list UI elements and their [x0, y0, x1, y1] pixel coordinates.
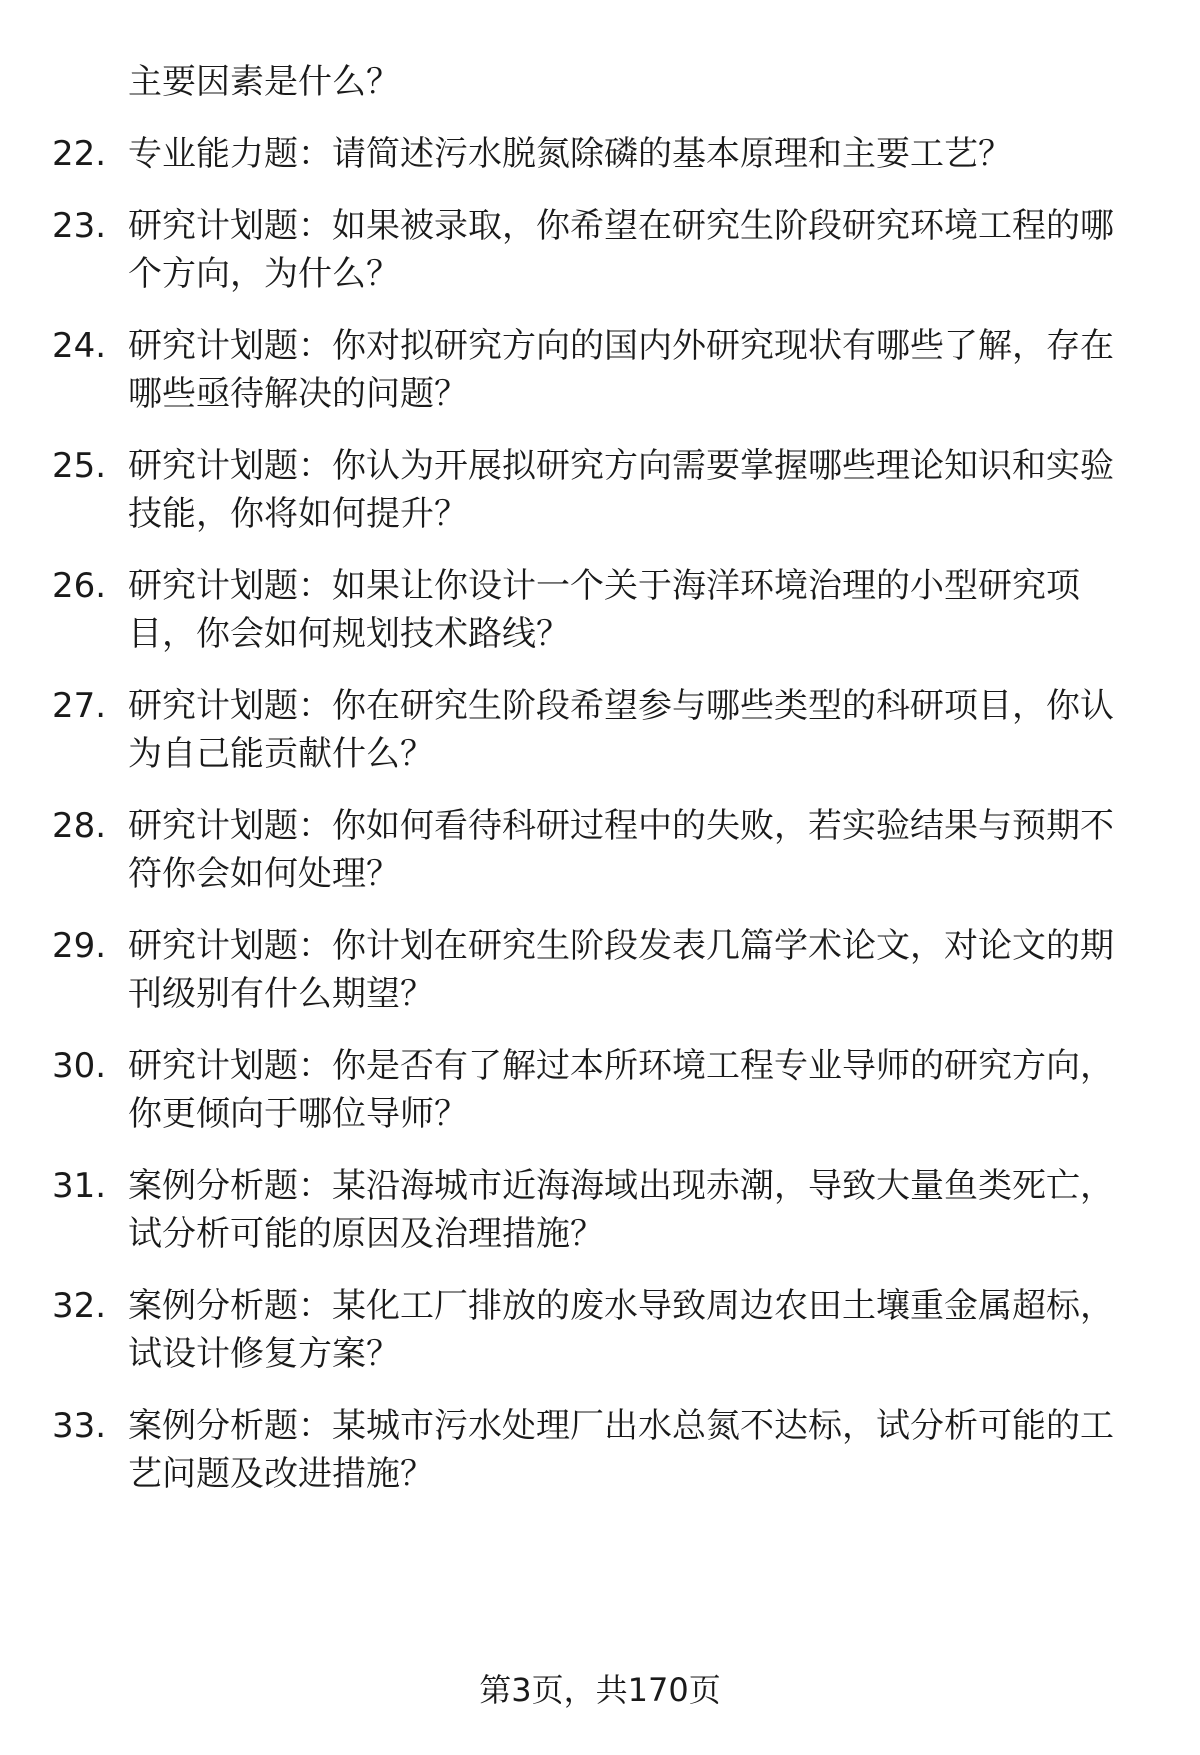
item-text: 研究计划题：你对拟研究方向的国内外研究现状有哪些了解，存在哪些亟待解决的问题？ — [128, 326, 1114, 414]
item-number: 23. — [52, 206, 107, 246]
item-number: 22. — [52, 134, 107, 174]
item-number: 30. — [52, 1046, 107, 1086]
item-number: 25. — [52, 446, 107, 486]
item-number: 27. — [52, 686, 107, 726]
item-text: 研究计划题：如果被录取，你希望在研究生阶段研究环境工程的哪个方向，为什么？ — [128, 206, 1114, 294]
list-item — [52, 442, 1142, 538]
item-text: 研究计划题：你是否有了解过本所环境工程专业导师的研究方向，你更倾向于哪位导师？ — [128, 1046, 1114, 1134]
item-text: 专业能力题：请简述污水脱氮除磷的基本原理和主要工艺？ — [128, 134, 1012, 174]
list-item — [52, 1402, 1142, 1498]
list-item — [52, 1162, 1142, 1258]
list-item — [52, 1282, 1142, 1378]
item-text: 案例分析题：某城市污水处理厂出水总氮不达标，试分析可能的工艺问题及改进措施？ — [128, 1406, 1114, 1494]
item-number: 28. — [52, 806, 107, 846]
item-number: 26. — [52, 566, 107, 606]
list-item — [52, 802, 1142, 898]
page-footer: 第3页，共170页 — [479, 1671, 721, 1709]
item-text: 研究计划题：如果让你设计一个关于海洋环境治理的小型研究项目，你会如何规划技术路线？ — [128, 566, 1080, 654]
list-item — [52, 682, 1142, 778]
item-text: 案例分析题：某沿海城市近海海域出现赤潮，导致大量鱼类死亡，试分析可能的原因及治理措施？ — [128, 1166, 1114, 1254]
list-item — [52, 1042, 1142, 1138]
list-item — [52, 562, 1142, 658]
list-item — [52, 322, 1142, 418]
list-item — [52, 130, 1142, 178]
list-item — [52, 922, 1142, 1018]
item-number: 32. — [52, 1286, 107, 1326]
item-text: 案例分析题：某化工厂排放的废水导致周边农田土壤重金属超标，试设计修复方案？ — [128, 1286, 1114, 1374]
continued-question-text: 主要因素是什么？ — [128, 62, 400, 102]
item-text: 研究计划题：你认为开展拟研究方向需要掌握哪些理论知识和实验技能，你将如何提升？ — [128, 446, 1114, 534]
item-text: 研究计划题：你如何看待科研过程中的失败，若实验结果与预期不符你会如何处理？ — [128, 806, 1114, 894]
item-number: 31. — [52, 1166, 107, 1206]
list-item — [52, 202, 1142, 298]
item-text: 研究计划题：你计划在研究生阶段发表几篇学术论文，对论文的期刊级别有什么期望？ — [128, 926, 1114, 1014]
item-number: 29. — [52, 926, 107, 966]
item-text: 研究计划题：你在研究生阶段希望参与哪些类型的科研项目，你认为自己能贡献什么？ — [128, 686, 1114, 774]
item-number: 24. — [52, 326, 107, 366]
item-number: 33. — [52, 1406, 107, 1446]
